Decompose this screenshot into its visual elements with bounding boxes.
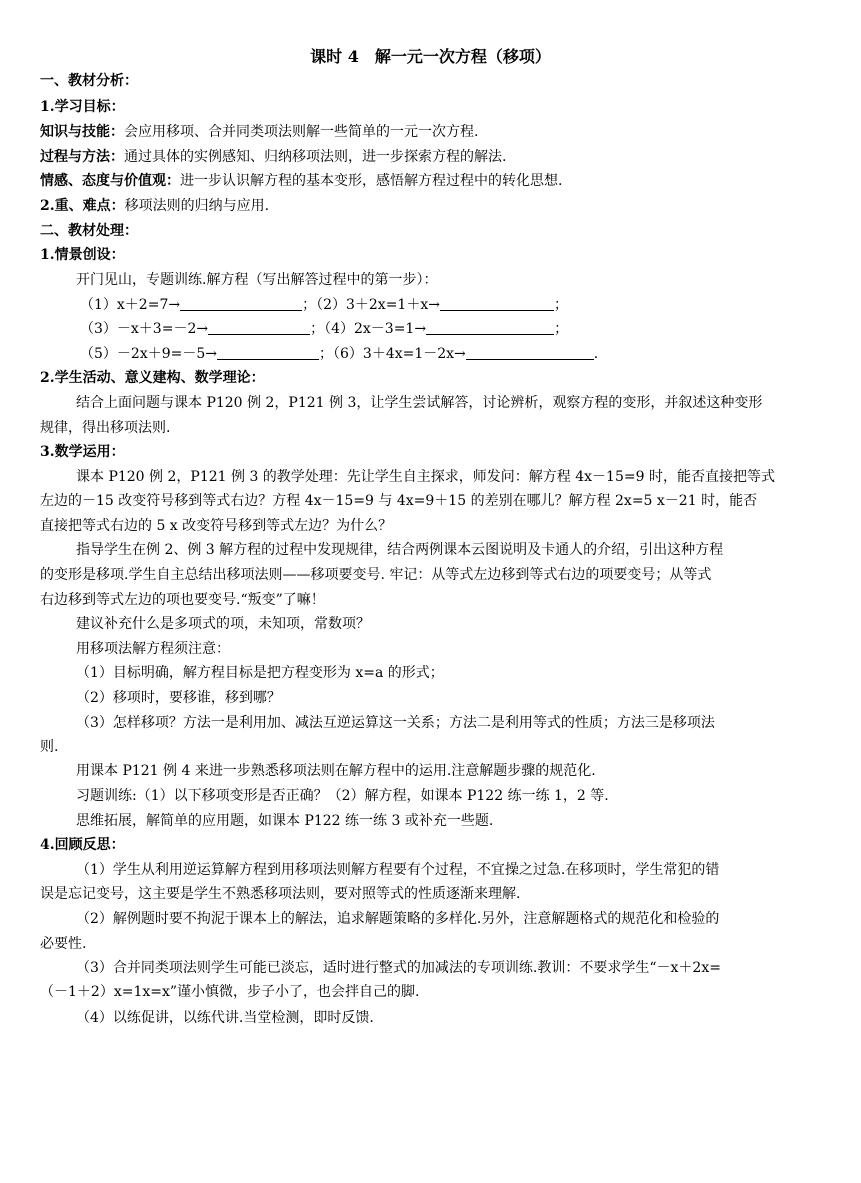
paragraph-line [76,392,826,414]
paragraph-line [40,883,826,905]
paragraph-line [40,121,826,143]
page-title: 课时 4 解一元一次方程（移项） [310,47,551,66]
answer-blank [440,296,554,311]
section-heading [40,367,826,389]
paragraph-line [76,613,826,635]
line-text: （1）目标明确，解方程目标是把方程变形为 x=a 的形式； [76,665,444,681]
paragraph-line [76,785,826,807]
line-text: 用课本 P121 例 4 来进一步熟悉移项法则在解方程中的运用.注意解题步骤的规范化. [76,763,596,779]
line-text: 2.学生活动、意义建构、数学理论： [40,370,265,386]
exercise-text: ；（6）3＋4x=1－2x→ [319,346,466,362]
line-text: 思维拓展，解简单的应用题，如课本 P122 练一练 3 或补充一些题. [76,813,494,829]
answer-blank [466,345,594,360]
line-text: 规律，得出移项法则. [40,420,171,436]
line-text: 左边的－15 改变符号移到等式右边？方程 4x－15=9 与 4x=9＋15 的差别在哪儿？解方程 2x=5 x－21 时，能否 [40,493,758,509]
line-text: 建议补充什么是多项式的项，未知项，常数项？ [76,616,370,632]
line-text: 习题训练:（1）以下移项变形是否正确？（2）解方程，如课本 P122 练一练 1，2 等. [76,788,609,804]
exercise-text: ； [553,297,568,313]
paragraph-line [40,564,826,586]
paragraph-line [40,170,826,192]
line-text: 指导学生在例 2、例 3 解方程的过程中发现规律，结合两例课本云图说明及卡通人的介绍，引出这种方程 [76,542,724,558]
line-text: 1.情景创设： [40,247,125,263]
inline-heading: 2.重、难点： [40,198,125,214]
line-text: 课本 P120 例 2，P121 例 3 的教学处理：先让学生自主探求，师发问：解方程 4x－15=9 时，能否直接把等式 [76,469,775,485]
line-text: 误是忘记变号，这主要是学生不熟悉移项法则，要对照等式的性质逐渐来理解. [40,886,521,902]
line-text: （4）以练促讲，以练代讲.当堂检测，即时反馈. [76,1010,374,1026]
paragraph-line [40,146,826,168]
paragraph-line [76,687,826,709]
line-text: 的变形是移项.学生自主总结出移项法则——移项要变号. 牢记：从等式左边移到等式右边的项要变号；从等式 [40,567,712,583]
paragraph-line [76,908,826,930]
line-text: （2）解例题时要不拘泥于课本上的解法，追求解题策略的多样化.另外，注意解题格式的规范化和检验的 [76,911,720,927]
paragraph-line [76,1007,826,1029]
paragraph-line [76,638,826,660]
line-text: （1）学生从利用逆运算解方程到用移项法则解方程要有个过程，不宜操之过急.在移项时，学生常犯的错 [76,862,720,878]
exercise-text: ；（2）3＋2x=1＋x→ [302,297,440,313]
line-text: 3.数学运用： [40,444,125,460]
line-text: 则. [40,739,59,755]
section-heading [40,220,826,242]
exercise-text: ； [554,321,569,337]
answer-blank [180,296,302,311]
inline-heading: 情感、态度与价值观： [40,173,180,189]
paragraph-line [76,957,826,979]
line-text: 右边移到等式左边的项也要变号.“叛变”了嘛！ [40,592,325,608]
line-text: 二、教材处理： [40,223,138,239]
section-heading [40,834,826,856]
paragraph-line [76,859,826,881]
paragraph-line [76,539,826,561]
inline-heading: 过程与方法： [40,149,124,165]
exercise-text: （3）－x＋3=－2→ [80,321,209,337]
line-text: 用移项法解方程须注意： [76,641,230,657]
exercise-text: . [593,346,599,362]
section-heading [40,441,826,463]
line-text: 4.回顾反思： [40,837,125,853]
exercise-text: ；（4）2x－3=1→ [310,321,427,337]
line-text: 直接把等式右边的 5 x 改变符号移到等式左边？为什么？ [40,518,393,534]
line-text: （3）怎样移项？方法一是利用加、减法互逆运算这一关系；方法二是利用等式的性质；方法三是移项法 [76,715,715,731]
answer-blank [208,320,310,335]
line-text: 必要性. [40,936,87,952]
line-text: 会应用移项、合并同类项法则解一些简单的一元一次方程. [124,124,479,140]
line-text: 开门见山，专题训练.解方程（写出解答过程中的第一步）： [76,272,438,288]
paragraph-line [76,760,826,782]
paragraph-line [40,195,826,217]
line-text: （2）移项时，要移谁，移到哪？ [76,690,281,706]
line-text: 一、教材分析： [40,73,138,89]
paragraph-line [76,466,826,488]
paragraph-line [40,736,826,758]
section-heading [40,244,826,266]
line-text: 通过具体的实例感知、归纳移项法则，进一步探索方程的解法. [124,149,507,165]
paragraph-line [76,712,826,734]
exercise-line [80,294,861,316]
exercise-line [80,343,861,365]
paragraph-line [76,662,826,684]
paragraph-line [40,589,826,611]
exercise-line [80,318,861,340]
section-heading [40,70,826,92]
paragraph-line [76,810,826,832]
inline-heading: 知识与技能： [40,124,124,140]
paragraph-line [40,981,826,1003]
paragraph-line [40,515,826,537]
line-text: （3）合并同类项法则学生可能已淡忘，适时进行整式的加减法的专项训练.教训：不要求学生“－x＋2x= [76,960,721,976]
paragraph-line [40,933,826,955]
paragraph-line [40,417,826,439]
section-heading [40,96,826,118]
exercise-text: （5）－2x＋9=－5→ [80,346,217,362]
answer-blank [426,320,554,335]
paragraph-line [76,269,826,291]
line-text: 进一步认识解方程的基本变形，感悟解方程过程中的转化思想. [180,173,563,189]
line-text: （－1＋2）x=1x=x”谨小慎微，步子小了，也会拌自己的脚. [40,984,420,1000]
line-text: 1.学习目标： [40,99,125,115]
answer-blank [217,345,319,360]
exercise-text: （1）x＋2=7→ [80,297,181,313]
paragraph-line [40,490,826,512]
line-text: 移项法则的归纳与应用. [124,198,270,214]
line-text: 结合上面问题与课本 P120 例 2，P121 例 3，让学生尝试解答，讨论辨析，观察方程的变形，并叙述这种变形 [76,395,763,411]
